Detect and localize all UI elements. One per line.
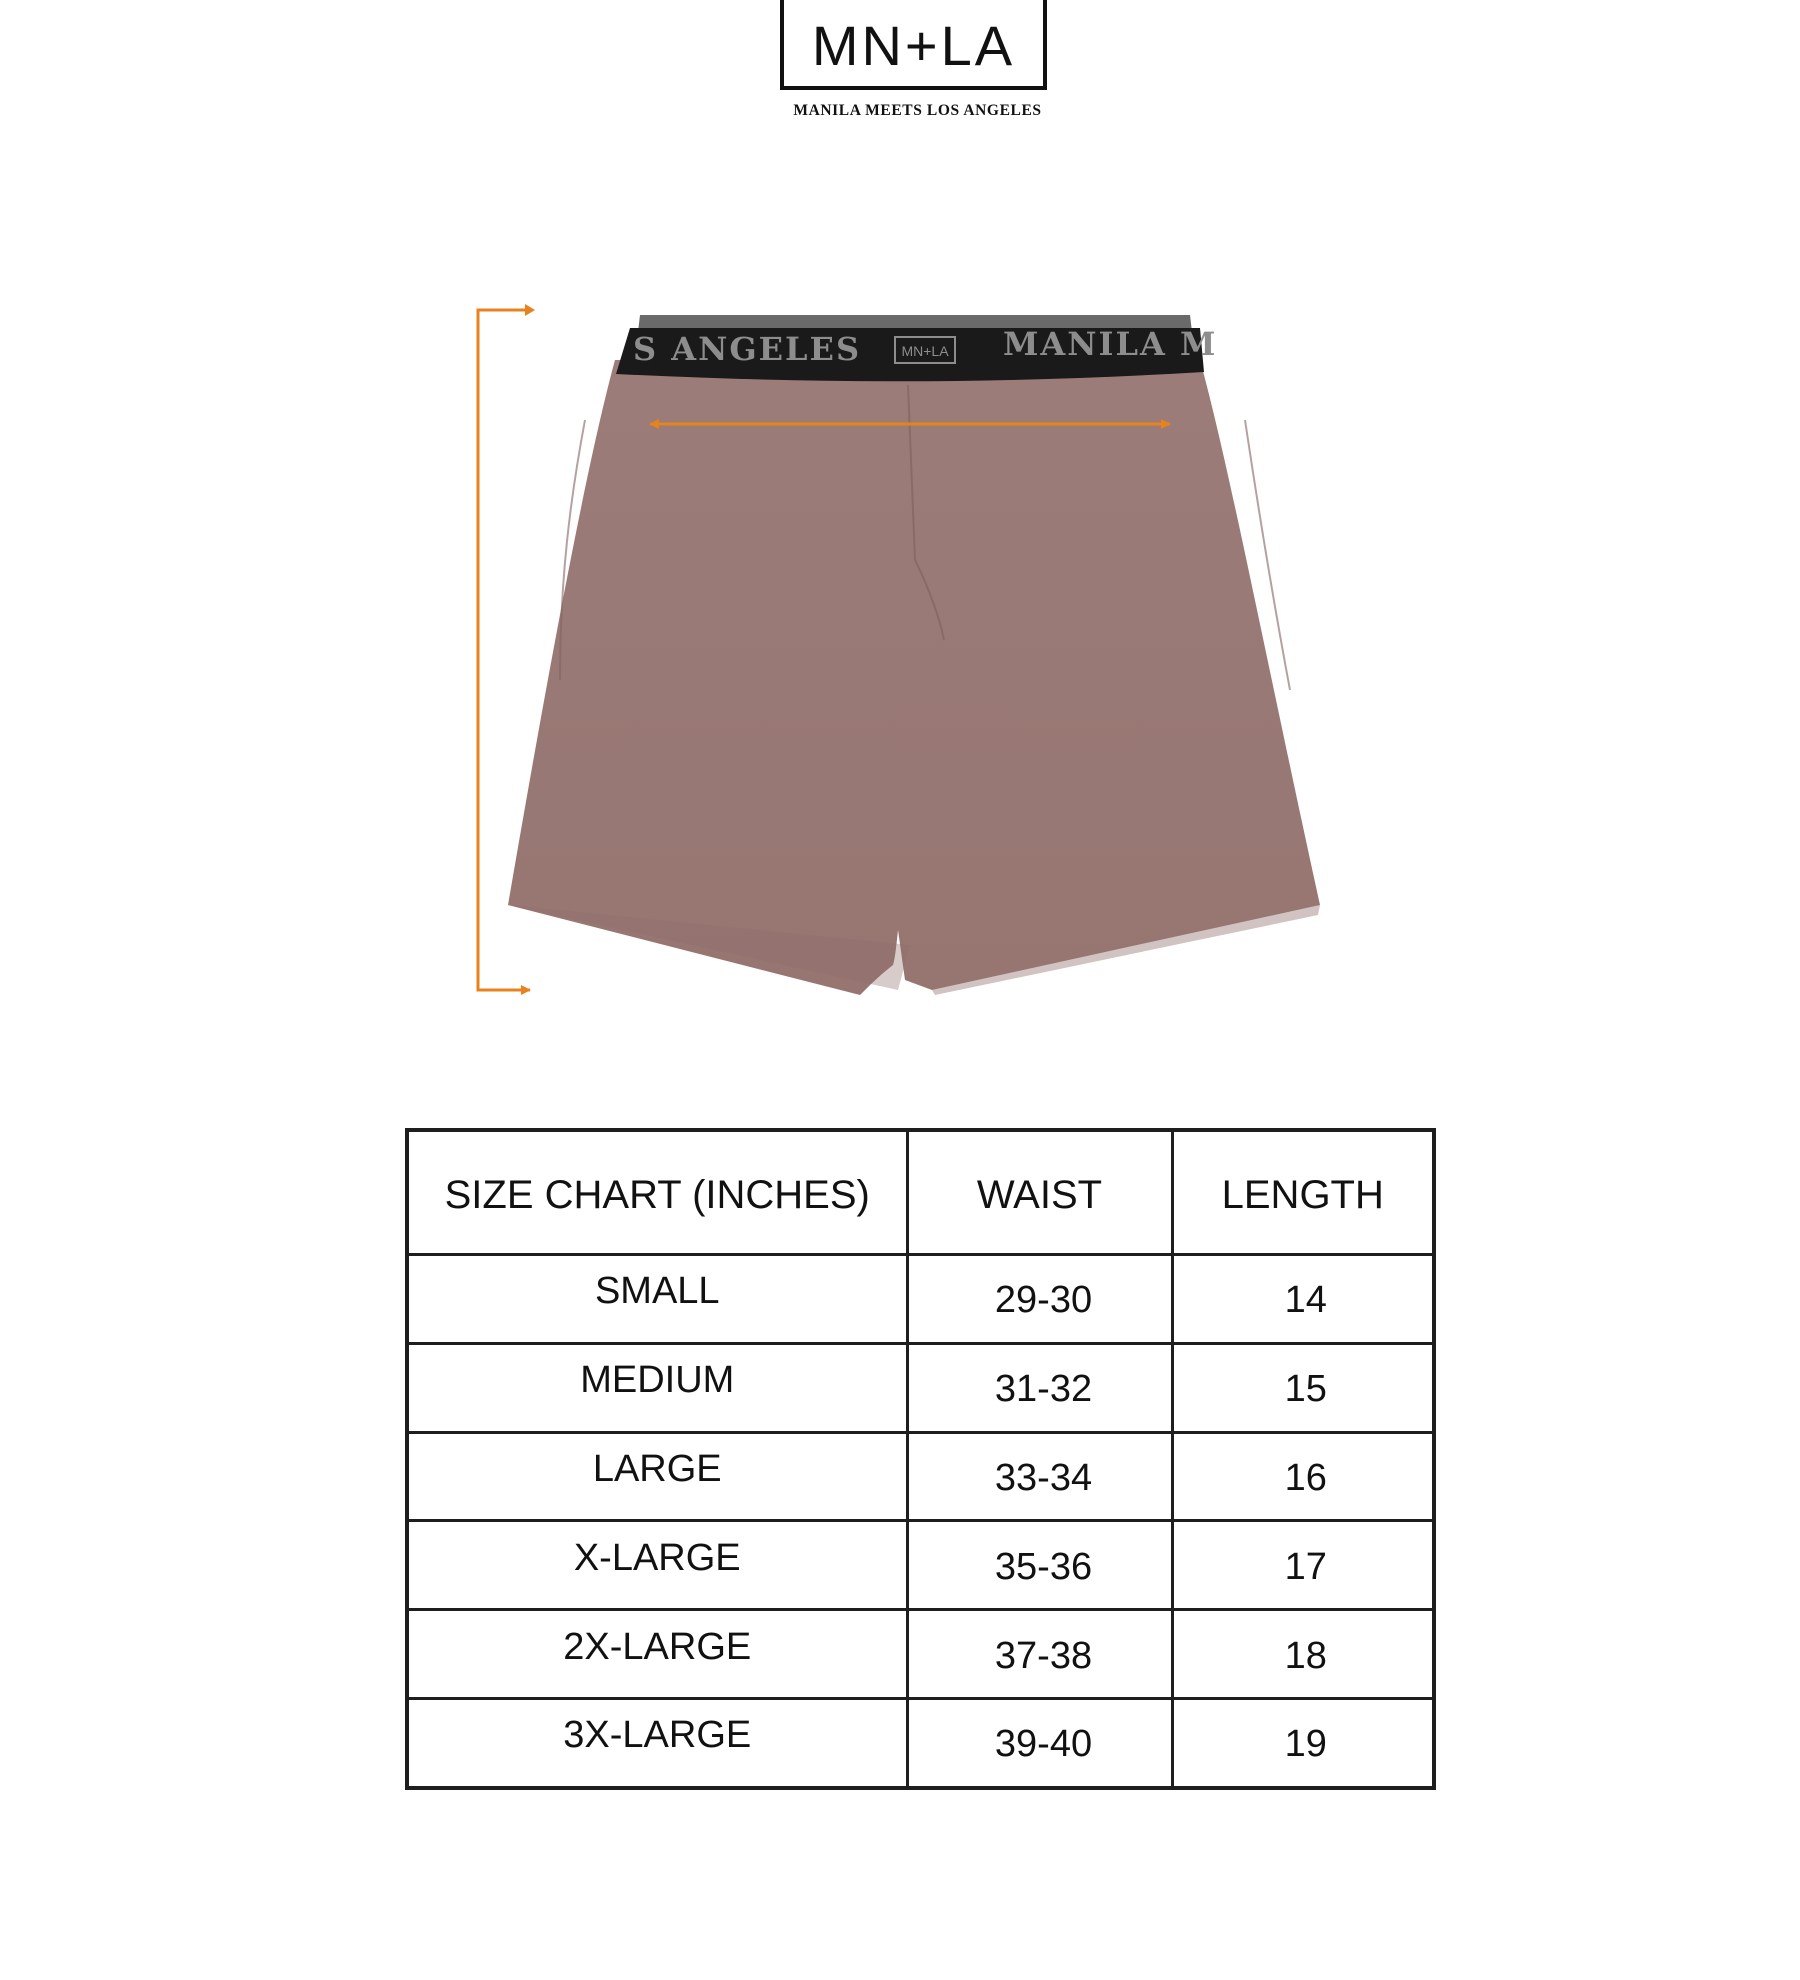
length-cell: 15: [1172, 1343, 1434, 1432]
table-row: [407, 1432, 1434, 1521]
waistband-text-right: MANILA M: [1003, 325, 1218, 363]
length-cell: 14: [1172, 1255, 1434, 1344]
waist-cell: 31-32: [907, 1343, 1172, 1432]
waist-cell: 39-40: [907, 1698, 1172, 1788]
table-row: [407, 1610, 1434, 1699]
header-size-chart: SIZE CHART (INCHES): [407, 1130, 907, 1255]
table-row: [407, 1698, 1434, 1788]
size-cell: MEDIUM: [407, 1343, 907, 1432]
logo-tagline: MANILA MEETS LOS ANGELES: [793, 102, 1042, 119]
size-cell: X-LARGE: [407, 1521, 907, 1610]
size-chart-table: [405, 1128, 1436, 1790]
size-cell: 2X-LARGE: [407, 1610, 907, 1699]
table-row: [407, 1255, 1434, 1344]
header-length: LENGTH: [1172, 1130, 1434, 1255]
table-row: [407, 1521, 1434, 1610]
waistband-text-left: S ANGELES: [633, 330, 862, 368]
length-cell: 17: [1172, 1521, 1434, 1610]
table-row: [407, 1343, 1434, 1432]
waistband-logo: MN+LA: [901, 343, 949, 359]
size-cell: SMALL: [407, 1255, 907, 1344]
logo-mark: MN+LA: [811, 13, 1016, 77]
size-cell: LARGE: [407, 1432, 907, 1521]
size-cell: 3X-LARGE: [407, 1698, 907, 1788]
header-waist: WAIST: [907, 1130, 1172, 1255]
size-chart-header-row: [407, 1130, 1434, 1255]
waist-cell: 35-36: [907, 1521, 1172, 1610]
waist-cell: 29-30: [907, 1255, 1172, 1344]
length-cell: 18: [1172, 1610, 1434, 1699]
shorts-body: [508, 360, 1320, 995]
waist-cell: 33-34: [907, 1432, 1172, 1521]
length-cell: 16: [1172, 1432, 1434, 1521]
length-measure-top-arrowhead: [525, 304, 535, 316]
waist-cell: 37-38: [907, 1610, 1172, 1699]
length-cell: 19: [1172, 1698, 1434, 1788]
